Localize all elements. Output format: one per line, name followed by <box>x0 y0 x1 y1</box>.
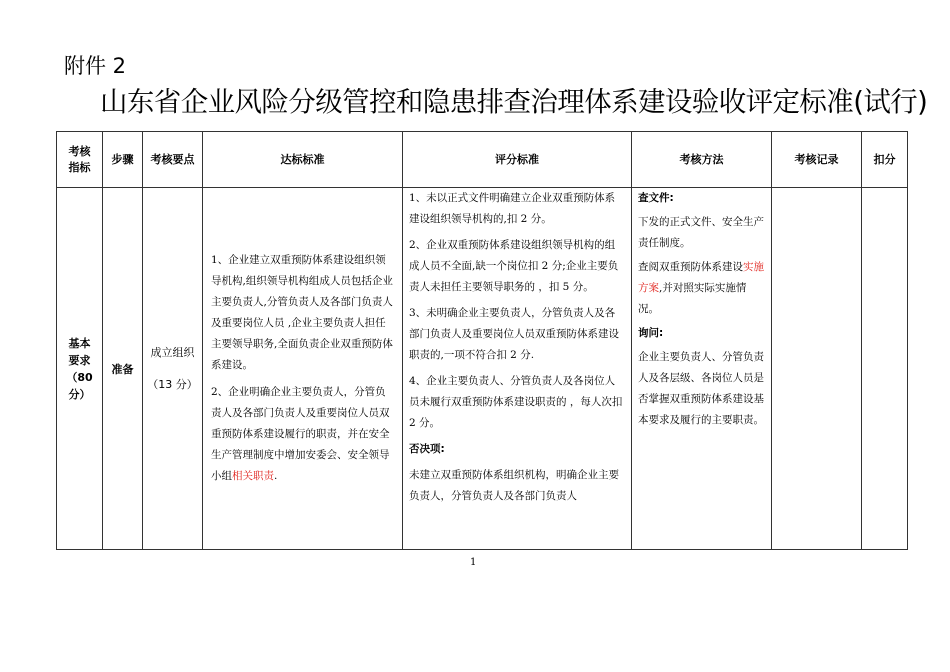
key-point-score: （13 分） <box>147 377 198 391</box>
inquiry-label: 询问: <box>638 327 664 339</box>
key-point-cell <box>143 188 203 550</box>
standard-item-1: 1、企业建立双重预防体系建设组织领导机构,组织领导机构组成人员包括企业主要负责人,分管负责人及各部门负责人及重要岗位人员 ,企业主要负责人担任主要领导职务,全面负责企业双重预防体系建设。 <box>211 254 393 371</box>
highlighted-text: 实施方案 <box>638 261 764 294</box>
key-point-label: 成立组织 <box>150 345 195 359</box>
step-cell: 准备 <box>103 188 143 550</box>
inquiry-text: 企业主要负责人、分管负责人及各层级、各岗位人员是否掌握双重预防体系建设基本要求及履行的主要职责。 <box>638 351 764 426</box>
header-record: 考核记录 <box>772 132 862 188</box>
check-docs-text: 下发的正式文件、安全生产责任制度。 <box>638 216 764 249</box>
document-title: 山东省企业风险分级管控和隐患排查治理体系建设验收评定标准(试行) <box>100 86 928 118</box>
indicator-cell <box>57 188 103 550</box>
check-docs-label: 查文件: <box>638 192 674 204</box>
scoring-item-3: 3、未明确企业主要负责人，分管负责人及各部门负责人及重要岗位人员双重预防体系建设职责的,一项不符合扣 2 分. <box>409 307 619 361</box>
veto-label: 否决项: <box>409 443 445 455</box>
check-plan-text: 查阅双重预防体系建设实施方案,并对照实际实施情况。 <box>638 261 764 315</box>
header-scoring: 评分标准 <box>403 132 632 188</box>
veto-text: 未建立双重预防体系组织机构，明确企业主要负责人，分管负责人及各部门负责人 <box>409 469 619 502</box>
header-key-point: 考核要点 <box>143 132 203 188</box>
scoring-item-4: 4、企业主要负责人、分管负责人及各岗位人员未履行双重预防体系建设职责的 ，每人次扣 2 分。 <box>409 375 623 429</box>
scoring-item-1: 1、未以正式文件明确建立企业双重预防体系建设组织领导机构的,扣 2 分。 <box>409 192 616 225</box>
deduction-cell <box>862 188 908 550</box>
indicator-line: （80 <box>66 370 93 384</box>
header-deduction: 扣分 <box>862 132 908 188</box>
indicator-line: 分） <box>68 387 91 401</box>
header-step: 步骤 <box>103 132 143 188</box>
scoring-item-2: 2、企业双重预防体系建设组织领导机构的组成人员不全面,缺一个岗位扣 2 分;企业主要负责人未担任主要领导职务的 ，扣 5 分。 <box>409 239 619 293</box>
page-number: 1 <box>470 557 477 568</box>
standard-cell <box>203 188 403 550</box>
record-cell <box>772 188 862 550</box>
indicator-line: 基本 <box>68 336 91 350</box>
highlighted-text: 相关职责 <box>232 470 274 482</box>
indicator-line: 要求 <box>68 353 91 367</box>
table-row <box>57 188 908 550</box>
scoring-cell <box>403 188 632 550</box>
table-header-row <box>57 132 908 188</box>
header-standard: 达标标准 <box>203 132 403 188</box>
standard-item-2: 2、企业明确企业主要负责人，分管负责人及各部门负责人及重要岗位人员双重预防体系建设履行的职责，并在安全生产管理制度中增加安委会、安全领导小组相关职责. <box>211 386 390 482</box>
header-indicator: 考核指标 <box>57 132 103 188</box>
evaluation-standard-table <box>56 131 908 550</box>
header-method: 考核方法 <box>632 132 772 188</box>
attachment-label: 附件 2 <box>64 54 127 78</box>
method-cell <box>632 188 772 550</box>
